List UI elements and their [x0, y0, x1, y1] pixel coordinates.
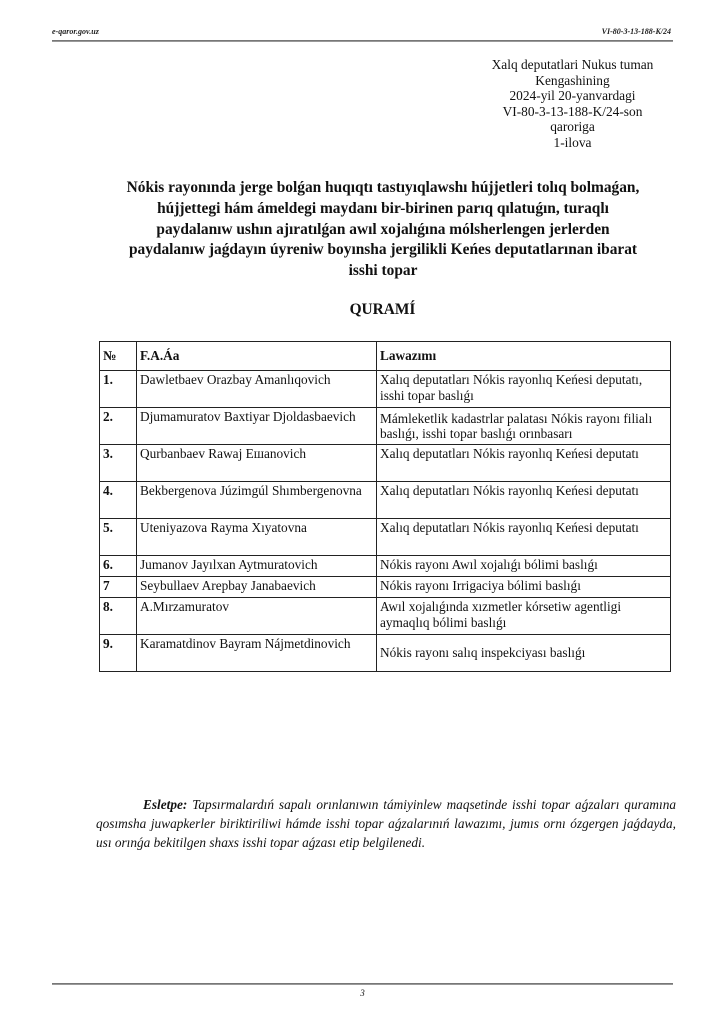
header-doc-code: VI-80-3-13-188-K/24	[601, 27, 671, 36]
row-position: Mámleketlik kadastrlar palatası Nókis rayonı filialı baslıǵı, isshi topar baslıǵı orınbasarı	[377, 408, 671, 445]
table-row	[100, 556, 671, 577]
header-position: Lawazımı	[377, 342, 671, 371]
row-name: Djumamuratov Baxtiyar Djoldasbaevich	[137, 408, 377, 445]
annex-block	[455, 57, 690, 151]
annex-line: Kengashining	[535, 72, 610, 88]
note-paragraph	[96, 795, 676, 853]
row-position: Awıl xojalıǵında xızmetler kórsetiw agentligi aymaqlıq bólimi baslıǵı	[377, 598, 671, 635]
row-number: 2.	[100, 408, 137, 445]
row-name: Qurbanbaev Rawaj Eшanovich	[137, 445, 377, 482]
table-row	[100, 445, 671, 482]
row-number: 6.	[100, 556, 137, 577]
annex-line: Xalq deputatlari Nukus tuman	[491, 57, 654, 72]
row-name: Bekbergenova Júzimgúl Shımbergenovna	[137, 482, 377, 519]
row-position: Nókis rayonı Awıl xojalıǵı bólimi baslıǵı	[377, 556, 671, 577]
header-number: №	[100, 342, 137, 371]
row-number: 8.	[100, 598, 137, 635]
row-position: Nókis rayonı salıq inspekciyası baslıǵı	[377, 635, 671, 672]
row-position: Xalıq deputatları Nókis rayonlıq Keńesi deputatı	[377, 482, 671, 519]
note-lead: Esletpe:	[143, 797, 188, 812]
document-subtitle: QURAMÍ	[349, 301, 416, 318]
title-line: hújjettegi hám ámeldegi maydanı bir-birinen parıq qılatuǵın, turaqlı	[157, 199, 609, 217]
header-site: e-qaror.gov.uz	[52, 27, 99, 36]
row-position: Xalıq deputatları Nókis rayonlıq Keńesi deputatı	[377, 445, 671, 482]
row-number: 3.	[100, 445, 137, 482]
row-name: Karamatdinov Bayram Nájmetdinovich	[137, 635, 377, 672]
table-row	[100, 408, 671, 445]
row-name: Uteniyazova Rayma Xıyatovna	[137, 519, 377, 556]
row-number: 5.	[100, 519, 137, 556]
table-row	[100, 598, 671, 635]
members-table	[99, 341, 671, 672]
table-row	[100, 519, 671, 556]
row-number: 4.	[100, 482, 137, 519]
row-number: 1.	[100, 371, 137, 408]
table-header-row	[100, 342, 671, 371]
table-row	[100, 577, 671, 598]
table-row	[100, 371, 671, 408]
row-name: A.Mırzamuratov	[137, 598, 377, 635]
row-number: 9.	[100, 635, 137, 672]
title-line: isshi topar	[348, 262, 418, 280]
row-name: Dawletbaev Orazbay Amanlıqovich	[137, 371, 377, 408]
row-position: Xalıq deputatları Nókis rayonlıq Keńesi deputatı	[377, 519, 671, 556]
document-title	[84, 178, 682, 282]
row-name: Seybullaev Arepbay Janabaevich	[137, 577, 377, 598]
table-row	[100, 635, 671, 672]
title-line: Nókis rayonında jerge bolǵan huqıqtı tastıyıqlawshı hújjetleri tolıq bolmaǵan,	[126, 179, 640, 196]
annex-line: 1-ilova	[553, 134, 592, 150]
annex-line: 2024-yil 20-yanvardagi	[509, 88, 636, 104]
table-row	[100, 482, 671, 519]
row-name: Jumanov Jayılxan Aytmuratovich	[137, 556, 377, 577]
header-name: F.A.Áa	[137, 342, 377, 371]
footer-divider	[52, 983, 673, 985]
title-line: paydalanıw jaǵdayın úyreniw boyınsha jergilikli Keńes deputatlarınan ibarat	[128, 241, 638, 259]
note-text: Tapsırmalardıń sapalı orınlanıwın támiyinlew maqsetinde isshi topar aǵzaları quramına qosımsha juwapkerler biriktiriliwi hámde isshi topar aǵzalarınıń lawazımı, jumıs ornı ózgergen jaǵdayda, usı orınǵa bekitilgen shaxs isshi topar aǵzası etip belgilenedi.	[96, 797, 677, 851]
row-number: 7	[100, 577, 137, 598]
annex-line: qaroriga	[550, 119, 595, 135]
row-position: Xalıq deputatları Nókis rayonlıq Keńesi deputatı, isshi topar baslıǵı	[377, 371, 671, 408]
page-number: 3	[360, 988, 365, 998]
row-position: Nókis rayonı Irrigaciya bólimi baslıǵı	[377, 577, 671, 598]
annex-line: VI-80-3-13-188-K/24-son	[502, 103, 643, 119]
title-line: paydalanıw ushın ajıratılǵan awıl xojalıǵına mólsherlengen jerlerden	[156, 220, 610, 238]
header-divider	[52, 40, 673, 42]
